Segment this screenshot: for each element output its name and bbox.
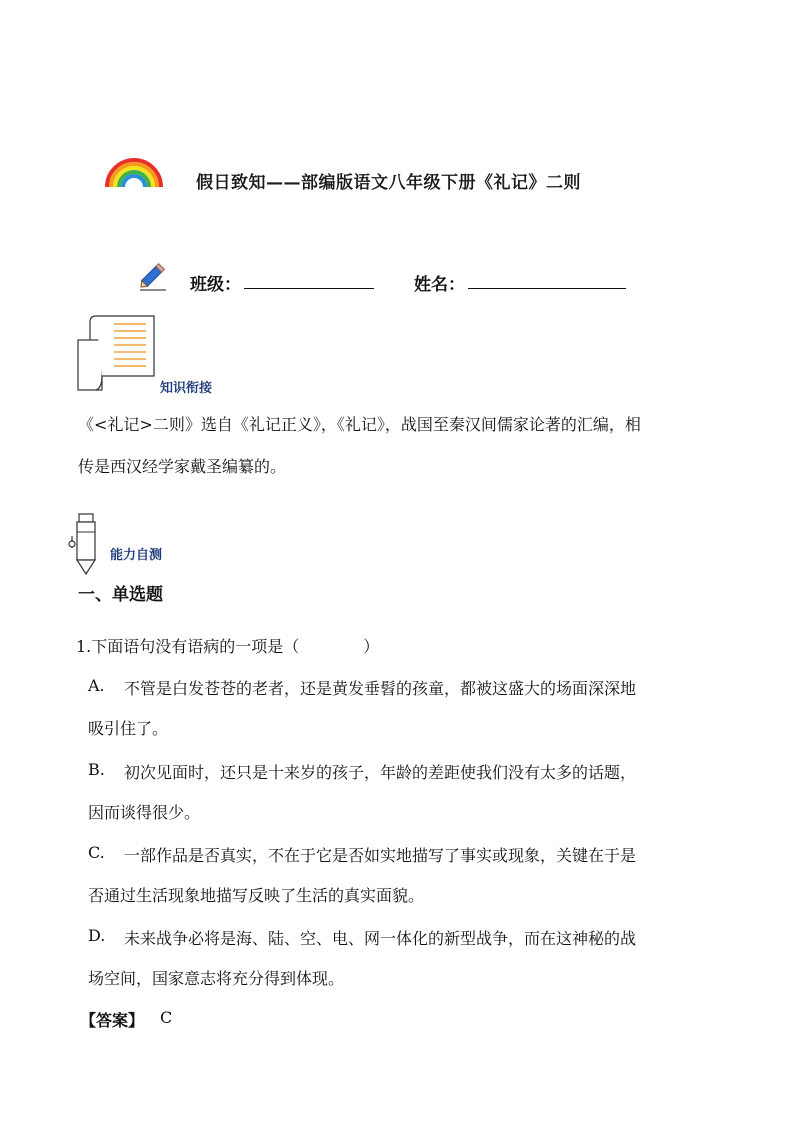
pen-icon [68, 512, 100, 578]
question-stem: 1.下面语句没有语病的一项是（ ） [76, 637, 380, 656]
option-a-line-1: 不管是白发苍苍的老者，还是黄发垂髫的孩童，都被这盛大的场面深深地 [124, 679, 637, 698]
intro-line-1: 《<礼记>二则》选自《礼记正义》，《礼记》，战国至秦汉间儒家论著的汇编，相 [78, 415, 641, 434]
self-test-section-label: 能力自测 [110, 548, 163, 563]
pencil-icon [136, 258, 170, 292]
option-c-line-1: 一部作品是否真实，不在于它是否如实地描写了事实或现象，关键在于是 [124, 846, 637, 865]
option-c-letter: C. [88, 843, 105, 862]
answer-value: C [160, 1008, 173, 1027]
option-b-line-1: 初次见面时，还只是十来岁的孩子，年龄的差距使我们没有太多的话题， [124, 763, 637, 782]
name-input-line[interactable] [468, 288, 626, 289]
option-d-letter: D. [88, 926, 106, 945]
option-d-line-2: 场空间，国家意志将充分得到体现。 [88, 969, 345, 988]
option-b-letter: B. [88, 760, 105, 779]
knowledge-section-label: 知识衔接 [160, 381, 213, 396]
section-heading: 一、单选题 [78, 585, 163, 605]
rainbow-icon [104, 155, 164, 189]
option-c-line-2: 否通过生活现象地描写反映了生活的真实面貌。 [88, 886, 425, 905]
page-title: 假日致知——部编版语文八年级下册《礼记》二则 [196, 173, 581, 193]
name-label: 姓名： [414, 275, 465, 295]
class-input-line[interactable] [244, 288, 374, 289]
intro-line-2: 传是西汉经学家戴圣编纂的。 [78, 457, 287, 476]
option-a-letter: A. [88, 676, 105, 695]
answer-label: 【答案】 [80, 1011, 145, 1030]
option-a-line-2: 吸引住了。 [88, 719, 169, 738]
document-scroll-icon [74, 312, 156, 394]
option-d-line-1: 未来战争必将是海、陆、空、电、网一体化的新型战争，而在这神秘的战 [124, 929, 637, 948]
class-label: 班级： [190, 275, 241, 295]
option-b-line-2: 因而谈得很少。 [88, 803, 201, 822]
